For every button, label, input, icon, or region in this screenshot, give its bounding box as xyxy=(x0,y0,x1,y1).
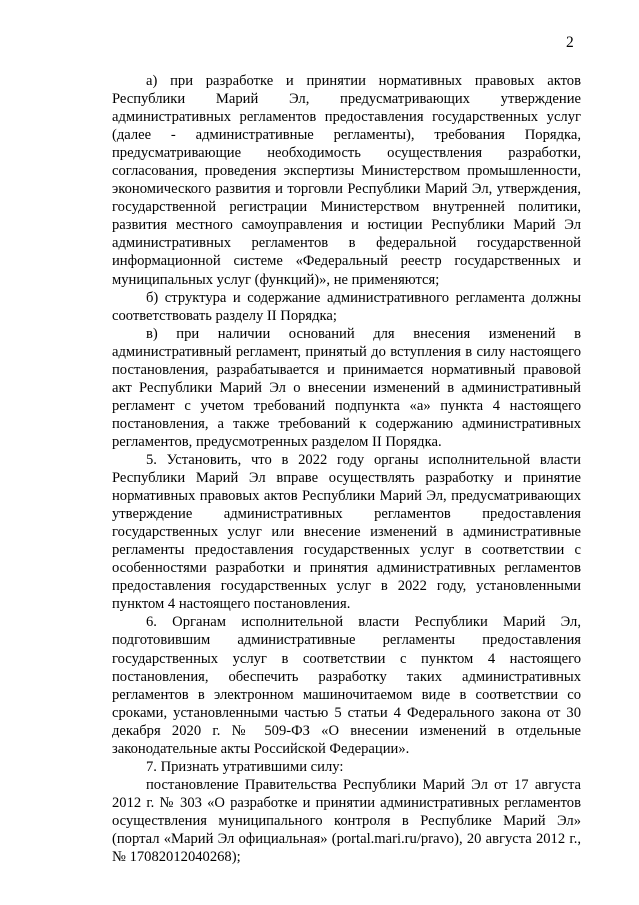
paragraph-5: 5. Установить, что в 2022 году органы исполнительной власти Республики Марий Эл вправе осуществлять разработку и принятие нормативных правовых актов Республики Марий Эл, предусматривающих утверждение административных регламентов предоставления государственных услуг или внесение изменений в административные регламенты предоставления государственных услуг в соответствии с особенностями разработки и принятия административных регламентов предоставления государственных услуг в 2022 году, установленными пунктом 4 настоящего постановления. xyxy=(112,451,581,613)
paragraph-4a: а) при разработке и принятии нормативных правовых актов Республики Марий Эл, предусматривающих утверждение административных регламентов предоставления государственных услуг (далее - административные регламенты), требования Порядка, предусматривающие необходимость осуществления разработки, согласования, проведения экспертизы Министерством промышленности, экономического развития и торговли Республики Марий Эл, утверждения, государственной регистрации Министерством внутренней политики, развития местного самоуправления и юстиции Республики Марий Эл административных регламентов в федеральной государственной информационной системе «Федеральный реестр государственных и муниципальных услуг (функций)», не применяются; xyxy=(112,73,581,288)
paragraph-7: 7. Признать утратившими силу: xyxy=(146,758,344,775)
document-body xyxy=(112,72,581,866)
paragraph-6: 6. Органам исполнительной власти Республики Марий Эл, подготовившим административные регламенты предоставления государственных услуг в соответствии с пунктом 4 настоящего постановления, обеспечить разработку таких административных регламентов в электронном машиночитаемом виде в соответствии со сроками, установленными частью 5 статьи 4 Федерального закона от 30 декабря 2020 г. № 509-ФЗ «О внесении изменений в отдельные законодательные акты Российской Федерации». xyxy=(112,614,581,757)
page-number: 2 xyxy=(566,34,574,51)
paragraph-4v: в) при наличии оснований для внесения изменений в административный регламент, принятый до вступления в силу настоящего постановления, разрабатывается и принимается нормативный правовой акт Республики Марий Эл о внесении изменений в административный регламент с учетом требований подпункта «а» пункта 4 настоящего постановления, а также требований к содержанию административных регламентов, предусмотренных разделом II Порядка. xyxy=(112,325,581,450)
paragraph-4b: б) структура и содержание административного регламента должны соответствовать разделу II Порядка; xyxy=(112,289,581,324)
paragraph-7-item-1: постановление Правительства Республики Марий Эл от 17 августа 2012 г. № 303 «О разработке и принятии административных регламентов осуществления муниципального контроля в Республике Марий Эл» (портал «Марий Эл официальная» (portal.mari.ru/pravo), 20 августа 2012 г., № 17082012040268); xyxy=(112,776,581,866)
